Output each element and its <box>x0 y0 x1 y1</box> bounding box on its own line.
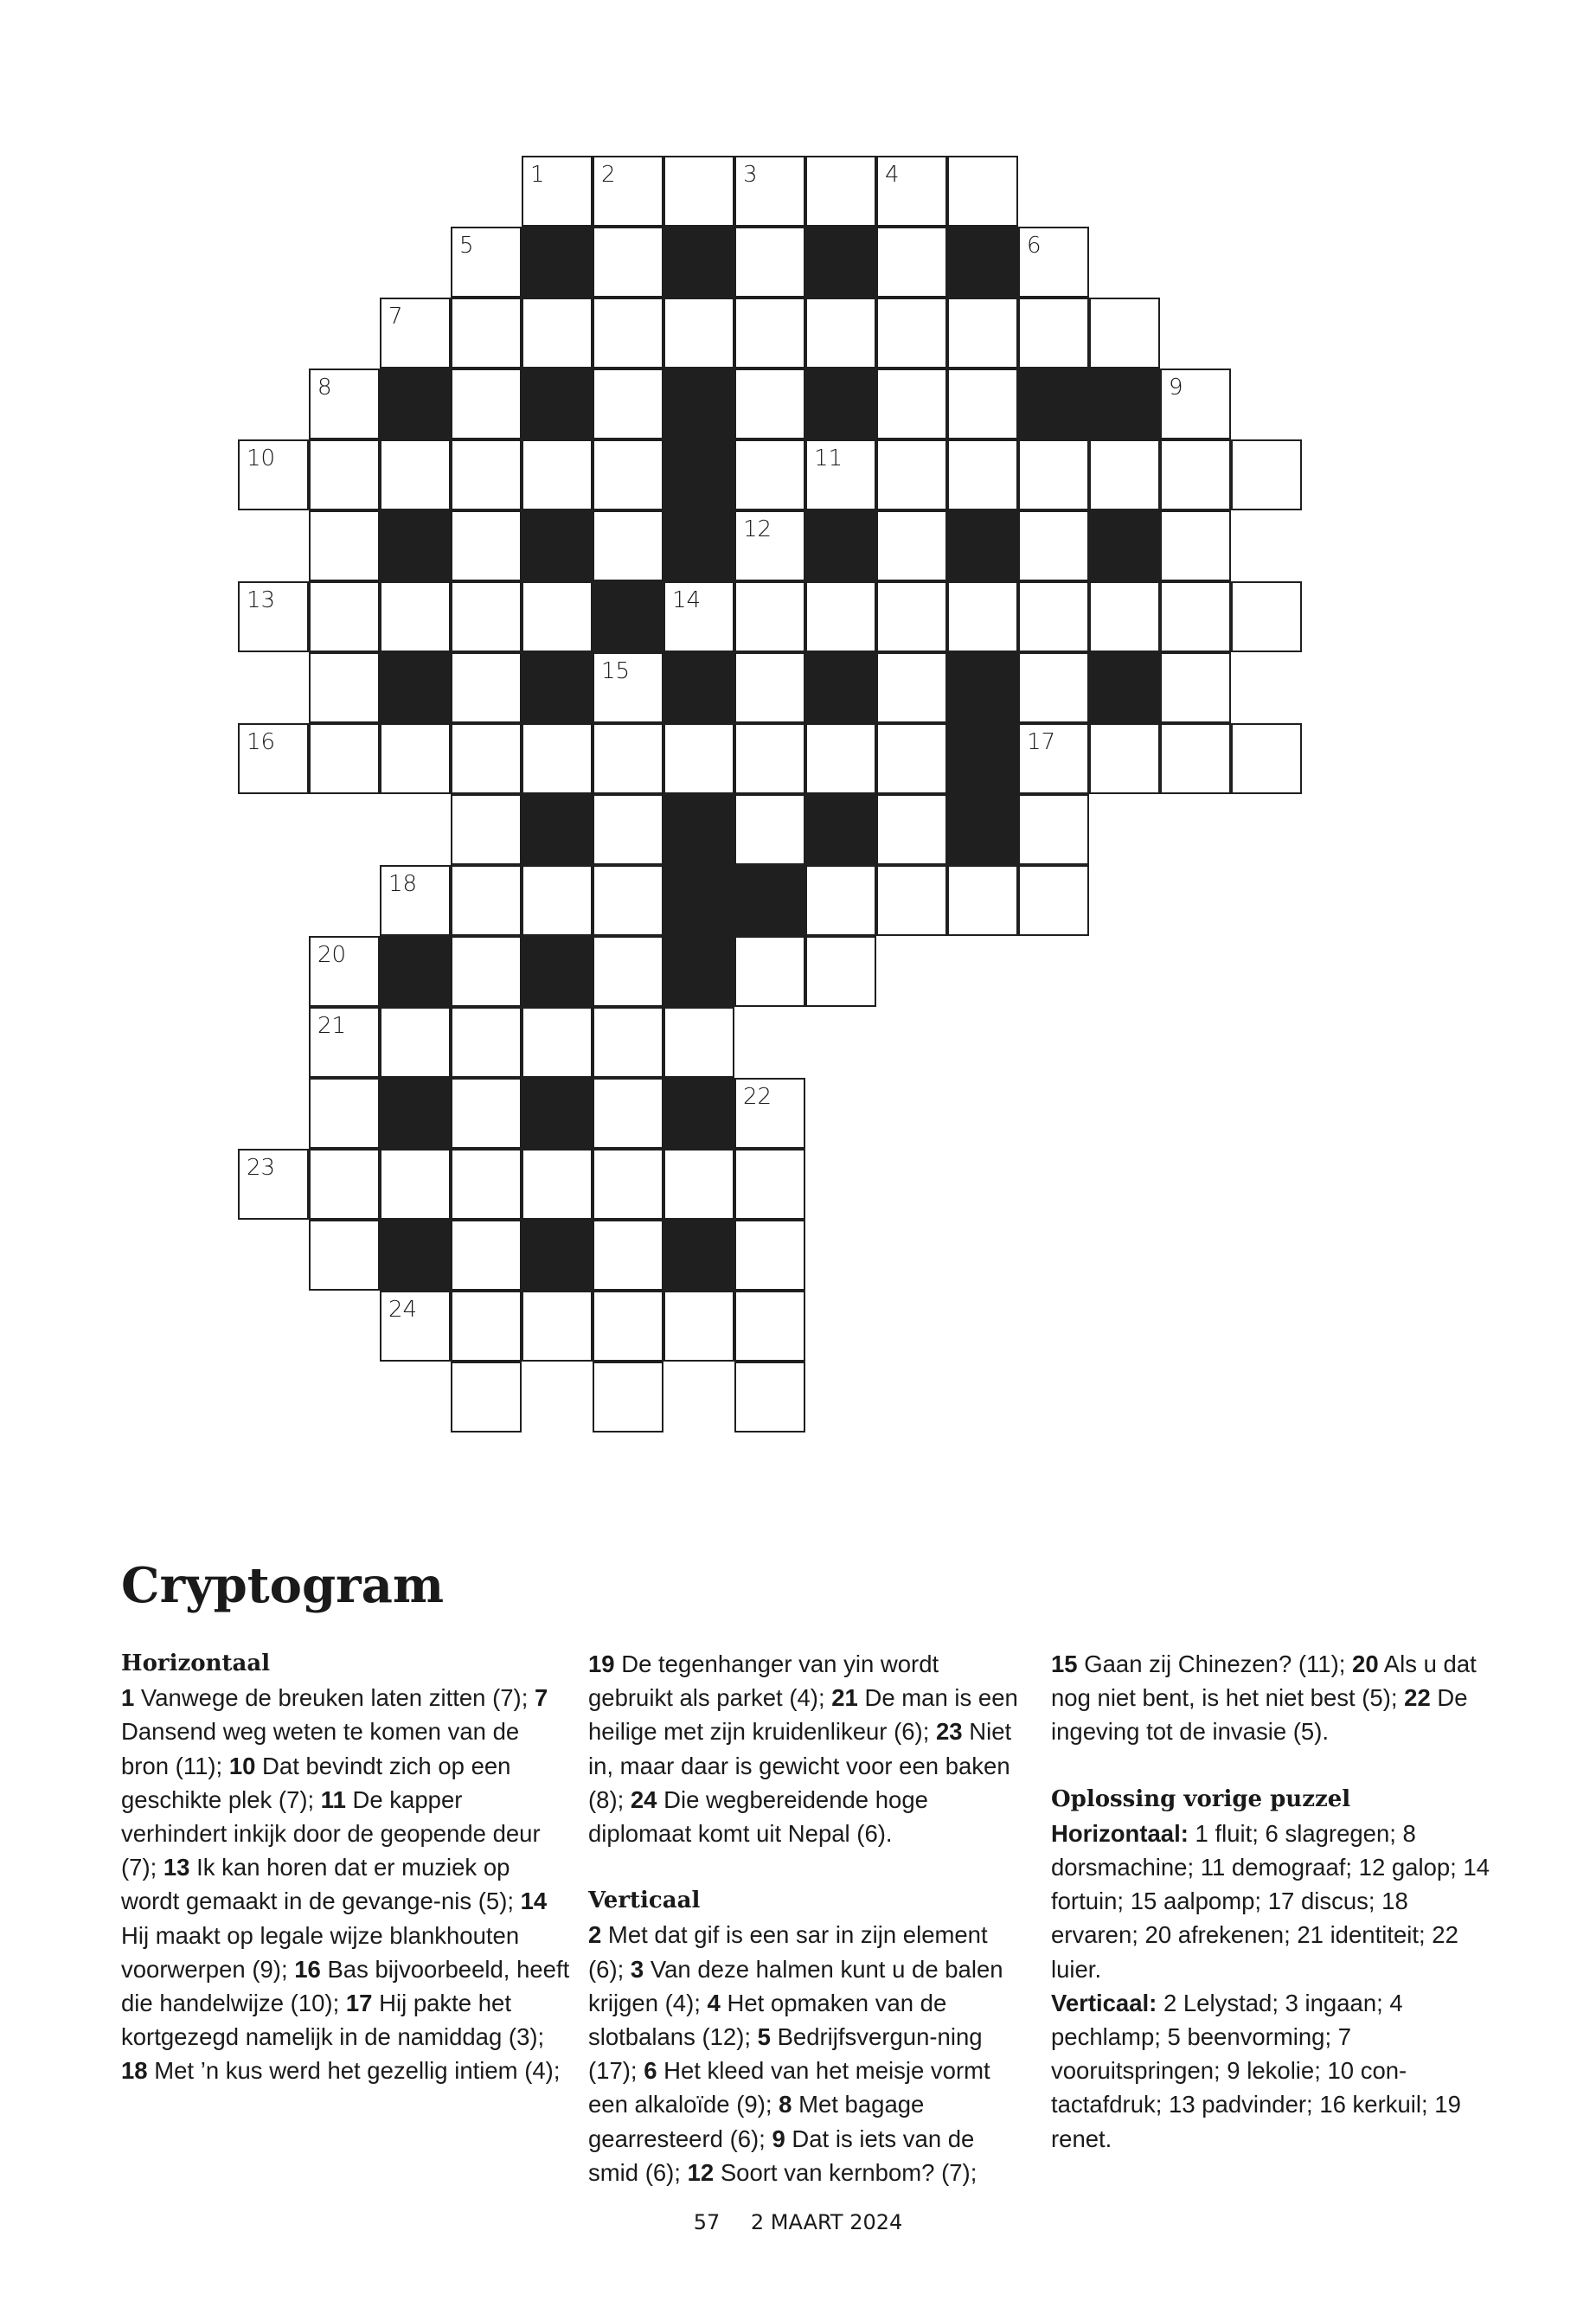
grid-cell[interactable] <box>522 865 593 936</box>
grid-cell[interactable] <box>238 439 309 510</box>
grid-cell[interactable] <box>947 581 1018 652</box>
grid-cell[interactable] <box>1231 723 1302 794</box>
grid-cell[interactable] <box>309 723 380 794</box>
grid-cell[interactable] <box>805 439 876 510</box>
grid-cell[interactable] <box>947 298 1018 369</box>
clue <box>121 1684 535 1711</box>
grid-cell[interactable] <box>309 1007 380 1078</box>
black-cell <box>522 369 593 439</box>
black-cell <box>663 439 734 510</box>
grid-cell[interactable] <box>593 298 663 369</box>
grid-cell[interactable] <box>593 1007 663 1078</box>
black-cell <box>663 227 734 298</box>
grid-cell[interactable] <box>593 936 663 1007</box>
clue-number: 1 <box>530 162 545 188</box>
clue <box>688 2159 977 2186</box>
grid-cell[interactable] <box>380 298 451 369</box>
clue-text: De ingeving tot de invasie (5). <box>1051 1684 1468 1746</box>
clue-number-label: 4 <box>707 1989 721 2016</box>
clue-number-label: 17 <box>345 1990 373 2017</box>
grid-cell[interactable] <box>1231 439 1302 510</box>
clue-text: De tegenhanger van yin wordt gebruikt als parket (4); <box>588 1650 939 1712</box>
grid-cell[interactable] <box>522 439 593 510</box>
grid-cell[interactable] <box>380 723 451 794</box>
black-cell <box>805 652 876 723</box>
grid-cell[interactable] <box>380 1007 451 1078</box>
grid-cell[interactable] <box>1160 581 1231 652</box>
clue-text: Als u dat nog niet bent, is het niet best (5); <box>1051 1650 1477 1712</box>
grid-cell[interactable] <box>734 652 805 723</box>
black-cell <box>380 1078 451 1149</box>
grid-cell[interactable] <box>663 1149 734 1220</box>
black-cell <box>380 369 451 439</box>
grid-cell[interactable] <box>1089 439 1160 510</box>
grid-cell[interactable] <box>522 581 593 652</box>
issue-date: 2 MAART 2024 <box>750 2210 903 2234</box>
black-cell <box>380 1220 451 1291</box>
grid-cell[interactable] <box>1160 723 1231 794</box>
black-cell <box>1089 652 1160 723</box>
grid-cell[interactable] <box>593 865 663 936</box>
clue-number-label: 18 <box>121 2057 148 2085</box>
solution-vertical: Verticaal: 2 Lelystad; 3 ingaan; 4 pechlamp; 5 beenvorming; 7 vooruitspringen; 9 lekolie; 10 con-tactafdruk; 13 padvinder; 16 kerkuil; 19 renet. <box>1051 1989 1461 2152</box>
grid-cell[interactable] <box>593 156 663 227</box>
black-cell <box>663 652 734 723</box>
clue-number-label: 19 <box>588 1650 615 1677</box>
clue-text: Van deze halmen kunt u de balen krijgen (4); <box>588 1955 1003 2016</box>
grid-cell[interactable] <box>593 652 663 723</box>
grid-cell[interactable] <box>380 865 451 936</box>
grid-cell[interactable] <box>663 723 734 794</box>
grid-cell[interactable] <box>380 581 451 652</box>
grid-cell[interactable] <box>522 156 593 227</box>
grid-cell[interactable] <box>1160 652 1231 723</box>
grid-cell[interactable] <box>1089 298 1160 369</box>
clue-text: Hij maakt op legale wijze blankhouten voorwerpen (9); <box>121 1921 520 1983</box>
black-cell <box>947 794 1018 865</box>
clue-number-label: 2 <box>588 1921 602 1949</box>
grid-cell[interactable] <box>593 439 663 510</box>
black-cell <box>663 936 734 1007</box>
grid-cell[interactable] <box>522 1007 593 1078</box>
grid-cell[interactable] <box>1160 439 1231 510</box>
clue-text: Die wegbereidende hoge diplomaat komt uit Nepal (6). <box>588 1785 928 1848</box>
clue-number-label: 13 <box>163 1854 190 1881</box>
grid-cell[interactable] <box>876 510 947 581</box>
clue-number: 11 <box>814 445 843 471</box>
clue-number-label: 23 <box>935 1718 963 1746</box>
grid-cell[interactable] <box>1018 581 1089 652</box>
horizontal-heading: Horizontaal <box>121 1650 271 1676</box>
black-cell <box>947 227 1018 298</box>
black-cell <box>593 581 663 652</box>
grid-cell[interactable] <box>876 581 947 652</box>
black-cell <box>805 227 876 298</box>
grid-cell[interactable] <box>734 794 805 865</box>
clue-number-label: 21 <box>831 1684 858 1712</box>
clue-text: Het kleed van het meisje vormt een alkaloïde (9); <box>588 2057 990 2118</box>
black-cell <box>663 510 734 581</box>
grid-cell[interactable] <box>1018 723 1089 794</box>
clues-column-1 <box>121 1647 571 2088</box>
clue-number: 6 <box>1027 233 1042 259</box>
grid-cell[interactable] <box>522 723 593 794</box>
grid-cell[interactable] <box>380 439 451 510</box>
grid-cell[interactable] <box>451 369 522 439</box>
grid-cell[interactable] <box>451 865 522 936</box>
grid-cell[interactable] <box>734 439 805 510</box>
clue-text: Bas bijvoorbeeld, heeft die handelwijze (10); <box>121 1955 570 2017</box>
grid-cell[interactable] <box>805 581 876 652</box>
grid-cell[interactable] <box>1018 227 1089 298</box>
clue-number: 8 <box>317 375 332 401</box>
grid-cell[interactable] <box>309 1078 380 1149</box>
grid-cell[interactable] <box>451 1291 522 1362</box>
clue-number: 22 <box>743 1084 772 1110</box>
grid-cell[interactable] <box>1160 510 1231 581</box>
clues-column-3 <box>1051 1647 1492 2156</box>
grid-cell[interactable] <box>734 581 805 652</box>
grid-cell[interactable] <box>593 1362 663 1433</box>
grid-cell[interactable] <box>593 794 663 865</box>
grid-cell[interactable] <box>734 936 805 1007</box>
grid-cell[interactable] <box>876 369 947 439</box>
grid-cell[interactable] <box>309 1220 380 1291</box>
grid-cell[interactable] <box>238 581 309 652</box>
clue-text: Soort van kernbom? (7); <box>714 2158 977 2186</box>
clue-number: 18 <box>388 871 418 897</box>
black-cell <box>663 369 734 439</box>
clue-text: Bedrijfsvergun-ning (17); <box>588 2023 983 2085</box>
black-cell <box>522 794 593 865</box>
grid-cell[interactable] <box>876 652 947 723</box>
black-cell <box>663 865 734 936</box>
clue-text: Met ’n kus werd het gezellig intiem (4); <box>147 2057 561 2085</box>
grid-cell[interactable] <box>734 1291 805 1362</box>
black-cell <box>380 652 451 723</box>
clue-number-label: 9 <box>772 2125 785 2152</box>
clue-number-label: 11 <box>320 1785 346 1813</box>
grid-cell[interactable] <box>734 1149 805 1220</box>
grid-cell[interactable] <box>734 723 805 794</box>
clue-number-label: 22 <box>1404 1684 1431 1712</box>
grid-cell[interactable] <box>451 794 522 865</box>
horizontal-clues <box>121 1684 569 2084</box>
grid-cell[interactable] <box>663 156 734 227</box>
black-cell <box>734 865 805 936</box>
clue-number-label: 7 <box>535 1684 548 1712</box>
clue-number: 10 <box>247 445 276 471</box>
grid-cell[interactable] <box>451 723 522 794</box>
black-cell <box>947 510 1018 581</box>
clue-number-label: 5 <box>757 2023 771 2051</box>
black-cell <box>522 510 593 581</box>
grid-cell[interactable] <box>734 298 805 369</box>
grid-cell[interactable] <box>593 510 663 581</box>
grid-cell[interactable] <box>309 1149 380 1220</box>
clue-text: Ik kan horen dat er muziek op wordt gemaakt in de gevange-nis (5); <box>121 1854 521 1915</box>
grid-cell[interactable] <box>451 581 522 652</box>
clue-number-label: 3 <box>630 1955 644 1983</box>
grid-cell[interactable] <box>663 581 734 652</box>
vertical-clues <box>588 1921 1003 2185</box>
grid-cell[interactable] <box>309 936 380 1007</box>
grid-cell[interactable] <box>1018 865 1089 936</box>
clue-number-label: 1 <box>121 1684 135 1712</box>
grid-cell[interactable] <box>734 1078 805 1149</box>
grid-cell[interactable] <box>451 1149 522 1220</box>
black-cell <box>522 1078 593 1149</box>
clue-text: Niet in, maar daar is gewicht voor een baken (8); <box>588 1718 1012 1813</box>
grid-cell[interactable] <box>805 936 876 1007</box>
grid-cell[interactable] <box>380 1149 451 1220</box>
clue-number: 2 <box>601 162 616 188</box>
grid-cell[interactable] <box>876 298 947 369</box>
black-cell <box>805 794 876 865</box>
clue-number-label: 8 <box>779 2091 792 2118</box>
grid-cell[interactable] <box>1231 581 1302 652</box>
grid-cell[interactable] <box>451 936 522 1007</box>
grid-cell[interactable] <box>309 439 380 510</box>
clue <box>121 1854 521 1914</box>
grid-cell[interactable] <box>734 1220 805 1291</box>
grid-cell[interactable] <box>451 1078 522 1149</box>
grid-cell[interactable] <box>593 723 663 794</box>
grid-cell[interactable] <box>309 369 380 439</box>
clue-number: 16 <box>247 729 276 755</box>
grid-cell[interactable] <box>451 298 522 369</box>
clue-number-label: 15 <box>1051 1650 1078 1677</box>
grid-cell[interactable] <box>734 510 805 581</box>
grid-cell[interactable] <box>451 510 522 581</box>
black-cell <box>663 794 734 865</box>
grid-cell[interactable] <box>238 723 309 794</box>
vertical-clues-continued <box>1051 1650 1477 1745</box>
grid-cell[interactable] <box>734 1362 805 1433</box>
grid-cell[interactable] <box>805 865 876 936</box>
grid-cell[interactable] <box>876 156 947 227</box>
grid-cell[interactable] <box>522 1291 593 1362</box>
black-cell <box>805 510 876 581</box>
grid-cell[interactable] <box>1089 581 1160 652</box>
grid-cell[interactable] <box>1018 298 1089 369</box>
clue-number: 14 <box>672 587 702 613</box>
grid-cell[interactable] <box>593 1291 663 1362</box>
grid-cell[interactable] <box>805 156 876 227</box>
grid-cell[interactable] <box>451 1362 522 1433</box>
clue-number: 9 <box>1169 375 1183 401</box>
clue <box>121 2057 560 2084</box>
black-cell <box>522 936 593 1007</box>
black-cell <box>947 652 1018 723</box>
clue-number-label: 14 <box>520 1888 548 1915</box>
grid-cell[interactable] <box>876 723 947 794</box>
grid-cell[interactable] <box>593 227 663 298</box>
black-cell <box>805 369 876 439</box>
grid-cell[interactable] <box>593 1149 663 1220</box>
clue-text: Met dat gif is een sar in zijn element (6); <box>588 1921 988 1983</box>
black-cell <box>1089 510 1160 581</box>
clue-number: 24 <box>388 1297 418 1323</box>
black-cell <box>522 227 593 298</box>
clue-number-label: 16 <box>294 1955 321 1983</box>
clue-number: 15 <box>601 658 631 684</box>
grid-cell[interactable] <box>876 439 947 510</box>
grid-cell[interactable] <box>1089 723 1160 794</box>
clues-column-2 <box>588 1647 1029 2189</box>
clue-text: Het opmaken van de slotbalans (12); <box>588 1989 947 2051</box>
grid-cell[interactable] <box>947 156 1018 227</box>
grid-cell[interactable] <box>876 227 947 298</box>
grid-cell[interactable] <box>451 439 522 510</box>
clue-number: 12 <box>743 516 772 542</box>
grid-cell[interactable] <box>663 1007 734 1078</box>
clue-number-label: 6 <box>644 2057 657 2085</box>
grid-cell[interactable] <box>876 865 947 936</box>
black-cell <box>522 1220 593 1291</box>
black-cell <box>522 652 593 723</box>
grid-cell[interactable] <box>1018 439 1089 510</box>
clue-number: 5 <box>459 233 474 259</box>
grid-cell[interactable] <box>309 581 380 652</box>
page-number: 57 <box>693 2210 721 2234</box>
grid-cell[interactable] <box>1160 369 1231 439</box>
page-footer <box>0 2210 1596 2234</box>
clue-text: Gaan zij Chinezen? (11); <box>1077 1650 1353 1677</box>
grid-cell[interactable] <box>309 652 380 723</box>
clue-number: 20 <box>317 942 347 968</box>
grid-cell[interactable] <box>309 510 380 581</box>
clue-number: 21 <box>317 1013 347 1039</box>
clue <box>588 1786 928 1847</box>
black-cell <box>1018 369 1089 439</box>
clue-number: 3 <box>743 162 758 188</box>
grid-cell[interactable] <box>734 156 805 227</box>
grid-cell[interactable] <box>1018 510 1089 581</box>
clue-text: Dat bevindt zich op een geschikte plek (7); <box>121 1752 511 1813</box>
grid-cell[interactable] <box>663 298 734 369</box>
clue-text: Dansend weg weten te komen van de bron (11); <box>121 1718 520 1779</box>
solution-heading: Oplossing vorige puzzel <box>1051 1785 1351 1812</box>
grid-cell[interactable] <box>805 723 876 794</box>
vertical-heading: Verticaal <box>588 1888 701 1914</box>
grid-cell[interactable] <box>947 439 1018 510</box>
clue-text: De kapper verhindert inkijk door de geopende deur (7); <box>121 1785 541 1881</box>
clue-number-label: 20 <box>1352 1650 1379 1677</box>
grid-cell[interactable] <box>947 865 1018 936</box>
clue <box>1051 1650 1352 1677</box>
grid-cell[interactable] <box>663 1291 734 1362</box>
clue-text: Hij pakte het kortgezegd namelijk in de namiddag (3); <box>121 1990 545 2051</box>
grid-cell[interactable] <box>805 298 876 369</box>
grid-cell[interactable] <box>380 1291 451 1362</box>
clue-number: 13 <box>247 587 276 613</box>
black-cell <box>947 723 1018 794</box>
horizontal-clues-continued <box>588 1650 1018 1847</box>
grid-cell[interactable] <box>238 1149 309 1220</box>
black-cell <box>663 1078 734 1149</box>
black-cell <box>380 936 451 1007</box>
clue-text: Vanwege de breuken laten zitten (7); <box>134 1684 535 1712</box>
grid-cell[interactable] <box>451 1220 522 1291</box>
clue-number-label: 12 <box>687 2158 715 2186</box>
clue-number: 23 <box>247 1155 276 1181</box>
grid-cell[interactable] <box>734 227 805 298</box>
grid-cell[interactable] <box>876 794 947 865</box>
grid-cell[interactable] <box>1018 652 1089 723</box>
black-cell <box>380 510 451 581</box>
grid-cell[interactable] <box>593 369 663 439</box>
clue-text: De man is een heilige met zijn kruidenlikeur (6); <box>588 1684 1018 1746</box>
grid-cell[interactable] <box>451 652 522 723</box>
clue-number-label: 10 <box>228 1752 256 1779</box>
clue-text: Met bagage gearresteerd (6); <box>588 2091 925 2152</box>
black-cell <box>663 1220 734 1291</box>
grid-cell[interactable] <box>593 1078 663 1149</box>
clue-number: 17 <box>1027 729 1056 755</box>
grid-cell[interactable] <box>593 1220 663 1291</box>
clue-number: 4 <box>885 162 900 188</box>
grid-cell[interactable] <box>1018 794 1089 865</box>
solution-horizontal: Horizontaal: 1 fluit; 6 slagregen; 8 dorsmachine; 11 demograaf; 12 galop; 14 fortuin; 15 aalpomp; 17 discus; 18 ervaren; 20 afrekenen; 21 identiteit; 22 luier. <box>1051 1819 1490 1983</box>
clue-number: 7 <box>388 304 403 330</box>
grid-cell[interactable] <box>451 1007 522 1078</box>
grid-cell[interactable] <box>522 298 593 369</box>
clue-text: Dat is iets van de smid (6); <box>588 2125 975 2186</box>
grid-cell[interactable] <box>734 369 805 439</box>
black-cell <box>1089 369 1160 439</box>
grid-cell[interactable] <box>947 369 1018 439</box>
clue-number-label: 24 <box>630 1785 657 1813</box>
puzzle-title: Cryptogram <box>121 1557 445 1614</box>
grid-cell[interactable] <box>522 1149 593 1220</box>
grid-cell[interactable] <box>451 227 522 298</box>
